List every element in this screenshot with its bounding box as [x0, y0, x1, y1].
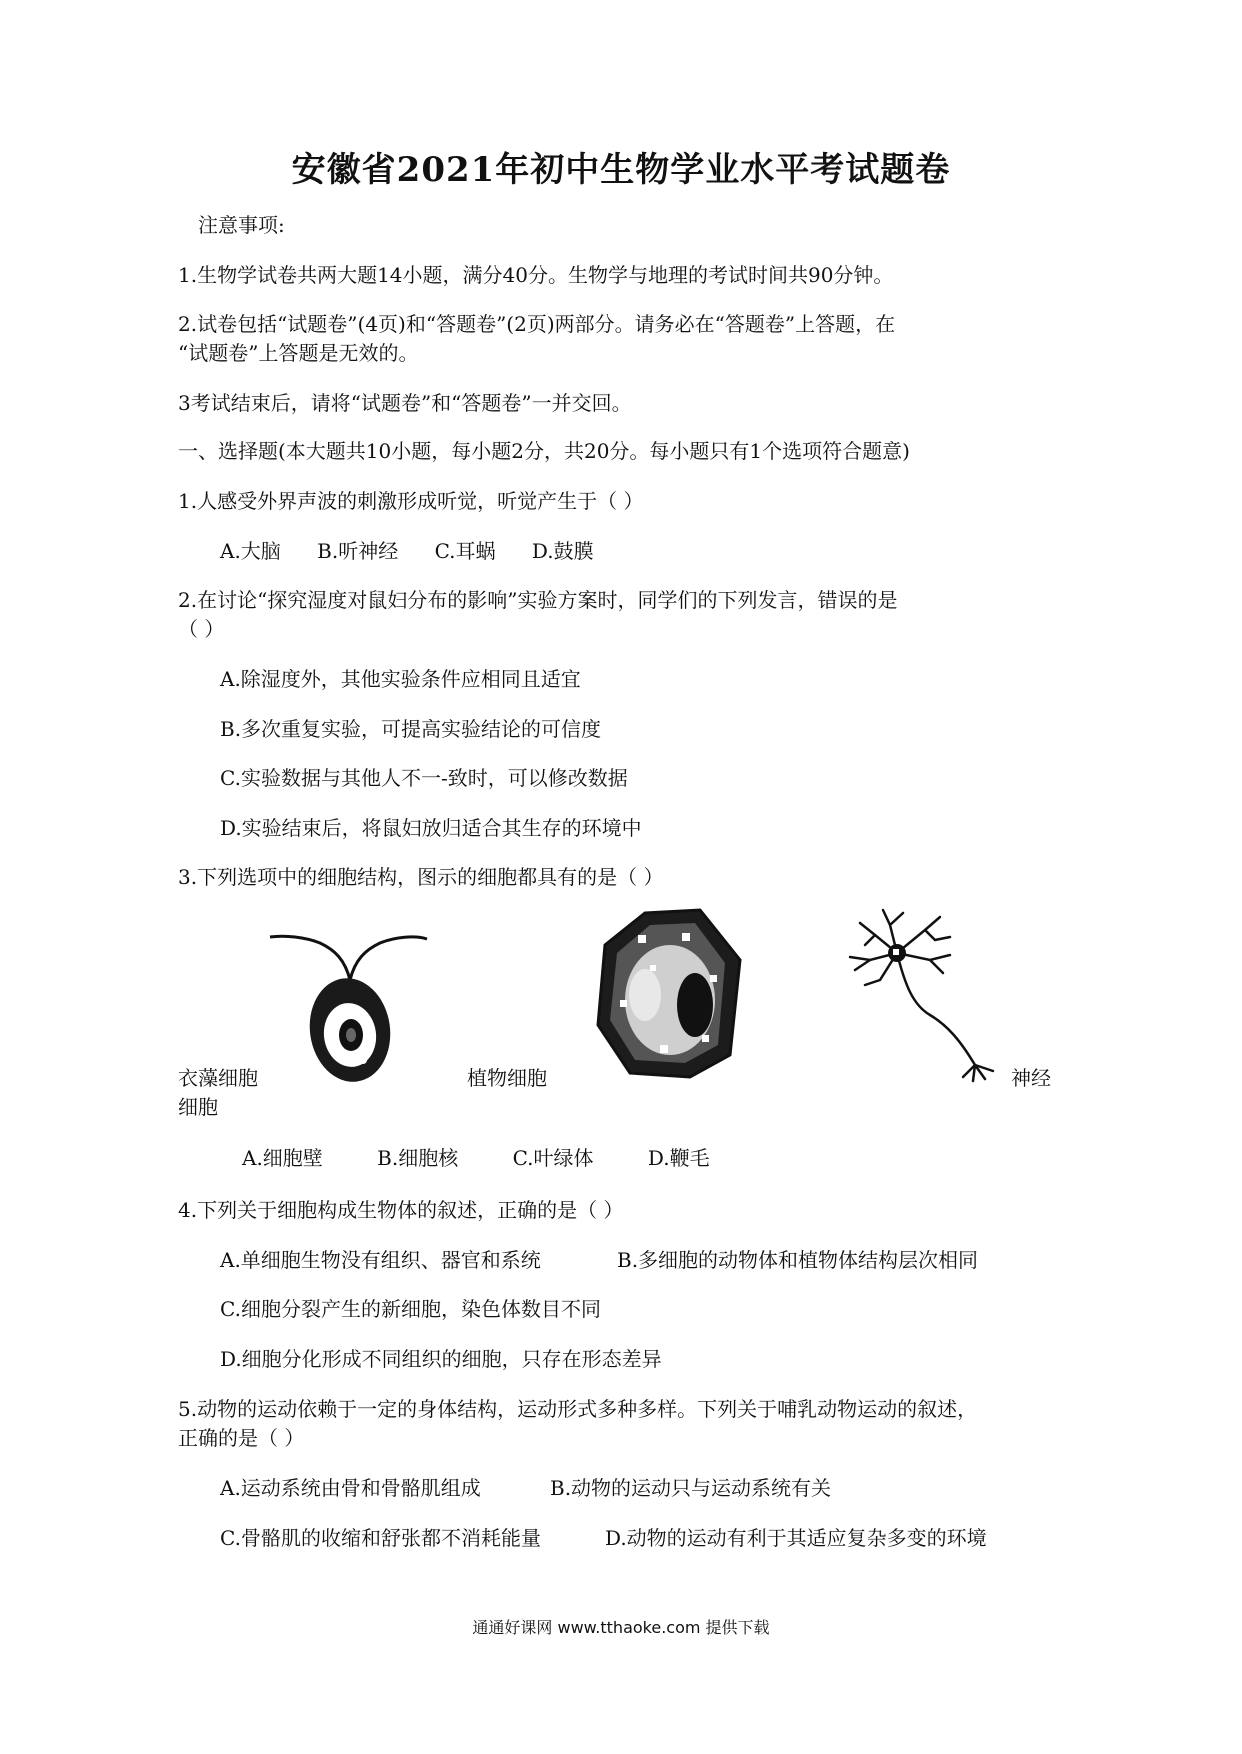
- question-3-stem: 3.下列选项中的细胞结构，图示的细胞都具有的是（ ）: [178, 865, 664, 889]
- notice-heading: 注意事项:: [198, 213, 285, 237]
- label-cell: 细胞: [178, 1095, 218, 1119]
- q1-option-b: B.听神经: [317, 539, 399, 563]
- q1-option-a: A.大脑: [220, 539, 281, 563]
- notice-item-2: 2.试卷包括“试题卷”(4页)和“答题卷”(2页)两部分。请务必在“答题卷”上答题，在: [178, 312, 896, 336]
- q5-option-c: C.骨骼肌的收缩和舒张都不消耗能量: [220, 1526, 541, 1550]
- q2-option-a: A.除湿度外，其他实验条件应相同且适宜: [220, 667, 581, 691]
- q5-option-a: A.运动系统由骨和骨骼肌组成: [220, 1476, 481, 1500]
- q5-option-b: B.动物的运动只与运动系统有关: [550, 1476, 832, 1500]
- question-1-options: [220, 538, 624, 564]
- question-1-stem: 1.人感受外界声波的刺激形成听觉，听觉产生于（ ）: [178, 489, 644, 513]
- question-2-stem: 2.在讨论“探究湿度对鼠妇分布的影响”实验方案时，同学们的下列发言，错误的是: [178, 588, 898, 612]
- q1-option-d: D.鼓膜: [531, 539, 594, 563]
- section-heading: 一、选择题(本大题共10小题，每小题2分，共20分。每小题只有1个选项符合题意): [178, 439, 910, 463]
- q4-option-c: C.细胞分裂产生的新细胞，染色体数目不同: [220, 1297, 601, 1321]
- neuron-illustration: [835, 905, 1010, 1085]
- q3-option-c: C.叶绿体: [512, 1146, 594, 1170]
- q1-option-c: C.耳蜗: [434, 539, 496, 563]
- q2-option-d: D.实验结束后，将鼠妇放归适合其生存的环境中: [220, 816, 642, 840]
- q4-option-d: D.细胞分化形成不同组织的细胞，只存在形态差异: [220, 1347, 662, 1371]
- page-title: 安徽省2021年初中生物学业水平考试题卷: [291, 150, 951, 190]
- question-4-stem: 4.下列关于细胞构成生物体的叙述，正确的是（ ）: [178, 1198, 624, 1222]
- q3-option-a: A.细胞壁: [242, 1146, 323, 1170]
- question-3-options: [242, 1145, 758, 1171]
- q2-option-b: B.多次重复实验，可提高实验结论的可信度: [220, 717, 602, 741]
- label-chlamydomonas: 衣藻细胞: [178, 1066, 258, 1090]
- chlamydomonas-illustration: [265, 925, 435, 1085]
- q3-option-b: B.细胞核: [377, 1146, 459, 1170]
- question-5-stem-cont: 正确的是（ ）: [178, 1426, 305, 1450]
- question-5-stem: 5.动物的运动依赖于一定的身体结构，运动形式多种多样。下列关于哺乳动物运动的叙述，: [178, 1397, 978, 1421]
- notice-item-2-cont: “试题卷”上答题是无效的。: [178, 341, 419, 365]
- label-plant-cell: 植物细胞: [467, 1066, 547, 1090]
- q4-option-b: B.多细胞的动物体和植物体结构层次相同: [617, 1248, 979, 1272]
- question-2-stem-cont: （ ）: [178, 617, 225, 641]
- q4-option-a: A.单细胞生物没有组织、器官和系统: [220, 1248, 541, 1272]
- notice-item-1: 1.生物学试卷共两大题14小题，满分40分。生物学与地理的考试时间共90分钟。: [178, 263, 894, 287]
- label-nerve: 神经: [1011, 1066, 1051, 1090]
- q3-option-d: D.鞭毛: [647, 1146, 710, 1170]
- q5-option-d: D.动物的运动有利于其适应复杂多变的环境: [605, 1526, 987, 1550]
- plant-cell-illustration: [590, 905, 750, 1080]
- q2-option-c: C.实验数据与其他人不一-致时，可以修改数据: [220, 766, 628, 790]
- page-footer: 通通好课网 www.tthaoke.com 提供下载: [472, 1618, 770, 1637]
- notice-item-3: 3考试结束后，请将“试题卷”和“答题卷”一并交回。: [178, 391, 632, 415]
